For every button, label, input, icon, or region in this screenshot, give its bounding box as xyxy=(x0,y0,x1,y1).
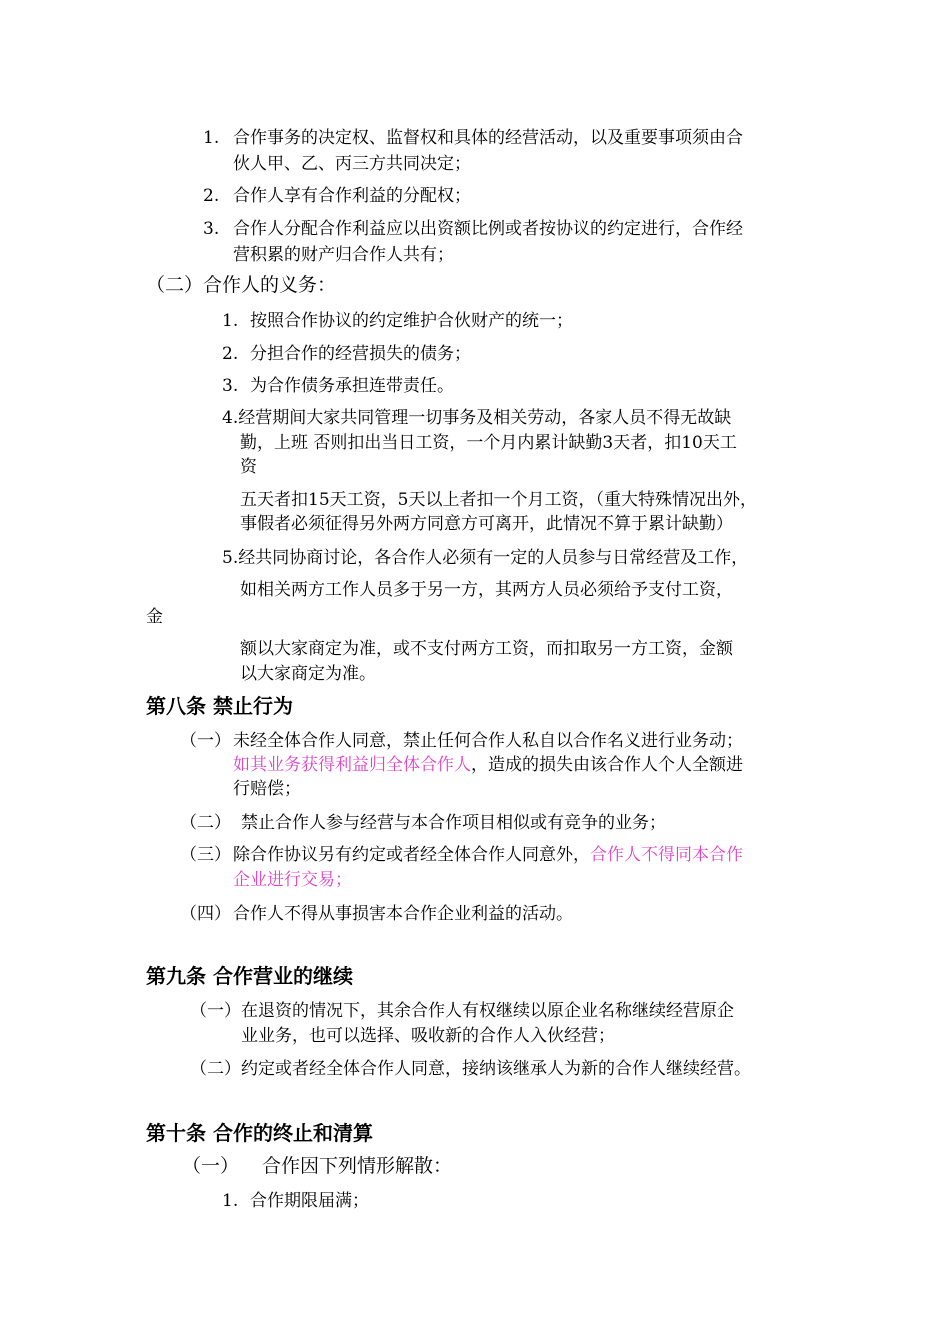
obligation-item-2-num: 2. xyxy=(222,344,239,364)
obligation-item-4-line3: 资 xyxy=(240,457,257,477)
rights-item-3-line1: 合作人分配合作利益应以出资额比例或者按协议的约定进行，合作经 xyxy=(233,219,743,239)
article-10-item-1-num: 1. xyxy=(222,1191,239,1211)
article-8-item-1-line2-rest: ，造成的损失由该合作人个人全额进 xyxy=(471,755,743,775)
obligation-item-2-text: 分担合作的经营损失的债务； xyxy=(250,344,471,364)
article-9-item-1-line2: 业业务，也可以选择、吸收新的合作人入伙经营； xyxy=(241,1026,615,1046)
obligation-item-4-line2: 勤，上班 否则扣出当日工资，一个月内累计缺勤3天者，扣10天工 xyxy=(240,433,737,453)
obligation-item-5-line2: 如相关两方工作人员多于另一方，其两方人员必须给予支付工资， xyxy=(240,580,733,600)
obligation-item-4-line5: 事假者必须征得另外两方同意方可离开，此情况不算于累计缺勤） xyxy=(240,514,733,534)
rights-item-3-num: 3. xyxy=(203,219,220,239)
article-8-item-3-line1 xyxy=(233,843,743,867)
rights-item-2-line1: 合作人享有合作利益的分配权； xyxy=(233,186,471,206)
article-9-item-1-num: （一） xyxy=(190,1001,241,1021)
article-8-item-1-line1: 未经全体合作人同意，禁止任何合作人私自以合作名义进行业务动； xyxy=(233,731,743,751)
obligations-title: （二）合作人的义务： xyxy=(146,274,337,296)
article-8-item-3-line2: 企业进行交易； xyxy=(233,870,352,890)
article-8-item-2-line1: 禁止合作人参与经营与本合作项目相似或有竞争的业务； xyxy=(241,813,666,833)
article-8-item-4-line1: 合作人不得从事损害本合作企业利益的活动。 xyxy=(233,904,573,924)
highlighted-text: 合作人不得同本合作 xyxy=(590,845,743,865)
article-8-item-4-num: （四） xyxy=(180,904,231,924)
obligation-item-3-num: 3. xyxy=(222,376,239,396)
article-10-sub-num: （一） xyxy=(182,1155,240,1177)
article-9-item-2-num: （二） xyxy=(190,1059,241,1079)
rights-item-3-line2: 营积累的财产归合作人共有； xyxy=(233,245,454,265)
article-8-item-2-num: （二） xyxy=(180,813,231,833)
article-9-item-1-line1: 在退资的情况下，其余合作人有权继续以原企业名称继续经营原企 xyxy=(241,1001,734,1021)
article-8-item-3-line1-text: 除合作协议另有约定或者经全体合作人同意外， xyxy=(233,845,590,865)
obligation-item-1-num: 1. xyxy=(222,311,239,331)
obligation-item-5-line3: 金 xyxy=(146,607,163,627)
rights-item-1-line2: 伙人甲、乙、丙三方共同决定； xyxy=(233,154,471,174)
obligation-item-5-line1: 5.经共同协商讨论，各合作人必须有一定的人员参与日常经营及工作， xyxy=(222,548,749,568)
article-8-item-3-num: （三） xyxy=(180,845,231,865)
article-8-item-1-num: （一） xyxy=(180,731,231,751)
article-10-sub-text: 合作因下列情形解散： xyxy=(262,1155,453,1177)
obligation-item-3-text: 为合作债务承担连带责任。 xyxy=(250,376,454,396)
obligation-item-4-line4: 五天者扣15天工资，5天以上者扣一个月工资，（重大特殊情况出外， xyxy=(240,490,757,510)
obligation-item-4-line1: 4.经营期间大家共同管理一切事务及相关劳动，各家人员不得无故缺 xyxy=(222,408,732,428)
rights-item-1-num: 1. xyxy=(203,128,220,148)
rights-item-2-num: 2. xyxy=(203,186,220,206)
rights-item-1-line1: 合作事务的决定权、监督权和具体的经营活动，以及重要事项须由合 xyxy=(233,128,743,148)
obligation-item-5-line5: 以大家商定为准。 xyxy=(240,664,376,684)
article-8-heading: 第八条 禁止行为 xyxy=(146,694,293,718)
article-9-item-2-line1: 约定或者经全体合作人同意，接纳该继承人为新的合作人继续经营。 xyxy=(241,1059,751,1079)
article-10-heading: 第十条 合作的终止和清算 xyxy=(146,1121,373,1145)
obligation-item-5-line4: 额以大家商定为准，或不支付两方工资，而扣取另一方工资，金额 xyxy=(240,639,733,659)
obligation-item-1-text: 按照合作协议的约定维护合伙财产的统一； xyxy=(250,311,573,331)
article-8-item-1-line2 xyxy=(233,753,743,777)
highlighted-text: 如其业务获得利益归全体合作人 xyxy=(233,755,471,775)
article-8-item-1-line3: 行赔偿； xyxy=(233,779,301,799)
article-9-heading: 第九条 合作营业的继续 xyxy=(146,964,353,988)
article-10-item-1-text: 合作期限届满； xyxy=(250,1191,369,1211)
